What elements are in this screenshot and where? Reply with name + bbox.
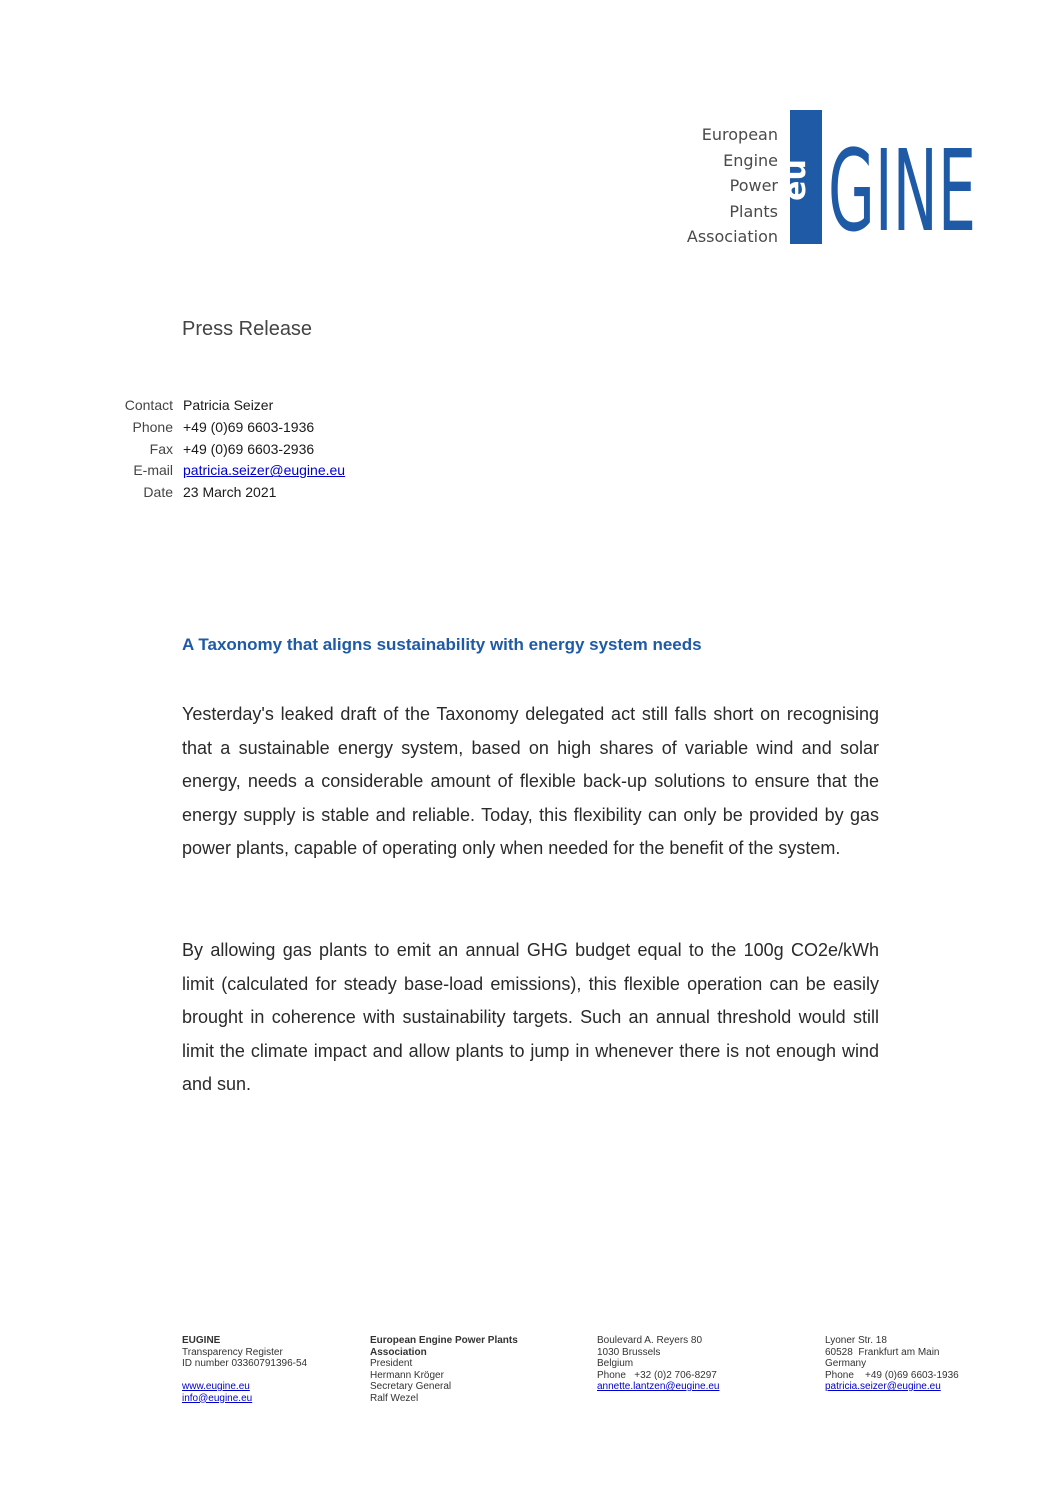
body-paragraph: Yesterday's leaked draft of the Taxonomy delegated act still falls short on recognising that a sustainable energy system, based on high shares of variable wind and solar energy, needs a considerable amount of flexible back-up solutions to ensure that the energy supply is stable and reliable. Today, this flexibility can only be provided by gas power plants, capable of operating only when needed for the benefit of the system.	[182, 704, 879, 858]
logo-word: European	[701, 125, 778, 144]
contact-block	[100, 395, 345, 504]
footer-text: ID number 03360791396-54	[182, 1358, 308, 1369]
footer-text: Germany	[825, 1358, 867, 1369]
logo-word: Engine	[723, 150, 778, 170]
contact-label: Contact	[124, 397, 173, 413]
logo-mark-gine: GINE	[828, 127, 976, 257]
footer-text: Secretary General	[370, 1381, 452, 1392]
fax-label: Fax	[149, 440, 173, 457]
press-release-title: Press Release	[182, 318, 313, 340]
body-paragraph: By allowing gas plants to emit an annual GHG budget equal to the 100g CO2e/kWh limit (calculated for steady base-load emissions), this flexible operation can be easily brought in coherence with sustainability targets. Such an annual threshold would still limit the climate impact and allow plants to jump in whenever there is not enough wind and sun.	[182, 940, 879, 1094]
contact-name: Patricia Seizer	[183, 397, 274, 413]
footer-text: Hermann Kröger	[370, 1369, 444, 1381]
phone-value: +49 (0)69 6603-1936	[183, 418, 315, 435]
footer-column-brussels	[597, 1335, 719, 1393]
footer-text: 1030 Brussels	[597, 1346, 661, 1358]
email-row	[100, 460, 345, 482]
footer-text: Belgium	[597, 1358, 634, 1369]
footer-text: Phone +32 (0)2 706-8297	[597, 1369, 717, 1381]
logo-words	[687, 122, 778, 250]
eugine-logo-mark	[778, 108, 980, 257]
date-label: Date	[143, 484, 173, 501]
footer-website-link[interactable]: www.eugine.eu	[182, 1381, 250, 1392]
footer-column-eugine	[182, 1335, 307, 1404]
logo-word: Power	[729, 176, 778, 195]
headline: A Taxonomy that aligns sustainability with energy system needs	[182, 635, 702, 654]
phone-label: Phone	[132, 418, 173, 435]
email-link[interactable]: patricia.seizer@eugine.eu	[183, 462, 346, 479]
footer-org-name: EUGINE	[182, 1335, 221, 1346]
footer-brussels-email-link[interactable]: annette.lantzen@eugine.eu	[597, 1381, 720, 1392]
fax-value: +49 (0)69 6603-2936	[183, 440, 315, 457]
date-row	[100, 482, 345, 504]
footer-text: President	[370, 1358, 413, 1369]
contact-row	[100, 395, 345, 417]
footer-text: 60528 Frankfurt am Main	[825, 1346, 940, 1358]
email-label: E-mail	[133, 462, 173, 479]
footer-text: Transparency Register	[182, 1346, 283, 1358]
logo-mark-eu: eu	[778, 159, 813, 201]
footer-info-email-link[interactable]: info@eugine.eu	[182, 1392, 253, 1404]
logo-word: Plants	[729, 201, 778, 221]
footer-column-association	[370, 1335, 518, 1404]
eugine-logo	[680, 108, 980, 257]
footer-text: Ralf Wezel	[370, 1392, 419, 1404]
phone-row	[100, 417, 345, 439]
footer-text: Lyoner Str. 18	[825, 1335, 887, 1346]
footer-column-frankfurt	[825, 1335, 959, 1393]
footer-association-name: European Engine Power Plants	[370, 1335, 518, 1346]
footer-text: Boulevard A. Reyers 80	[597, 1335, 703, 1346]
date-value: 23 March 2021	[183, 484, 277, 501]
footer-frankfurt-email-link[interactable]: patricia.seizer@eugine.eu	[825, 1381, 941, 1392]
logo-word: Association	[686, 227, 778, 246]
footer-association-name: Association	[370, 1346, 427, 1358]
footer-text: Phone +49 (0)69 6603-1936	[825, 1369, 959, 1381]
fax-row	[100, 439, 345, 461]
